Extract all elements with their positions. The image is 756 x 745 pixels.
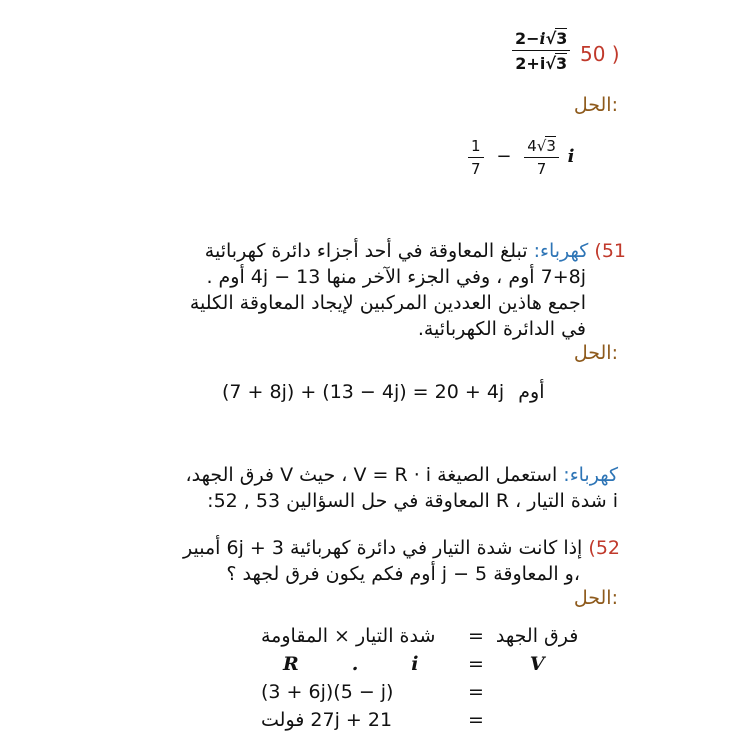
problem-51-number: 51) <box>594 240 626 262</box>
problem-52-number: 52) <box>588 537 620 559</box>
problem-51-answer: (7 + 8j) + (13 − 4j) = 20 + 4j أوم <box>222 381 545 403</box>
solution-row: R . i = V <box>283 653 545 675</box>
solution-row: شدة التيار × المقاومة = فرق الجهد <box>261 625 579 647</box>
problem-52-solution <box>255 622 584 734</box>
problem-50-fraction: $\frac{2-i√3}{2+i√3}$ <box>512 28 570 73</box>
problem-51-text: 51) كهرباء: تبلغ المعاوقة في أحد أجزاء دائرة كهربائية 7+8j أوم ، وفي الجزء الآخر منها 4j − 13 أوم . اجمع هاذين العددين المركبين لإيجاد المعاوقة الكلية في الدائرة الكهربائية. <box>189 240 626 340</box>
problem-51-topic: كهرباء: <box>533 240 589 262</box>
solution-label-50: الحل: <box>573 94 618 116</box>
solution-row: 21 + 27j فولت = <box>261 709 484 731</box>
solution-label-52: الحل: <box>573 587 618 609</box>
note-topic: كهرباء: <box>563 464 618 486</box>
electricity-note: كهرباء: استعمل الصيغة V = R · i ، حيث V فرق الجهد، i شدة التيار ، R المعاوقة في حل السؤالين 53 , 52: <box>185 464 618 512</box>
problem-50-number: 50 ) <box>580 42 620 66</box>
solution-label-51: الحل: <box>573 342 618 364</box>
problem-50-answer: $\frac{1}{7}$ − $\frac{4√3}{7}$ i <box>468 136 574 178</box>
solution-row: (3 + 6j)(5 − j) = <box>261 681 484 703</box>
problem-52-text: 52) إذا كانت شدة التيار في دائرة كهربائية 6j + 3 أمبير ،و المعاوقة j − 5 أوم فكم يكون فرق لجهد ؟ <box>183 537 620 585</box>
